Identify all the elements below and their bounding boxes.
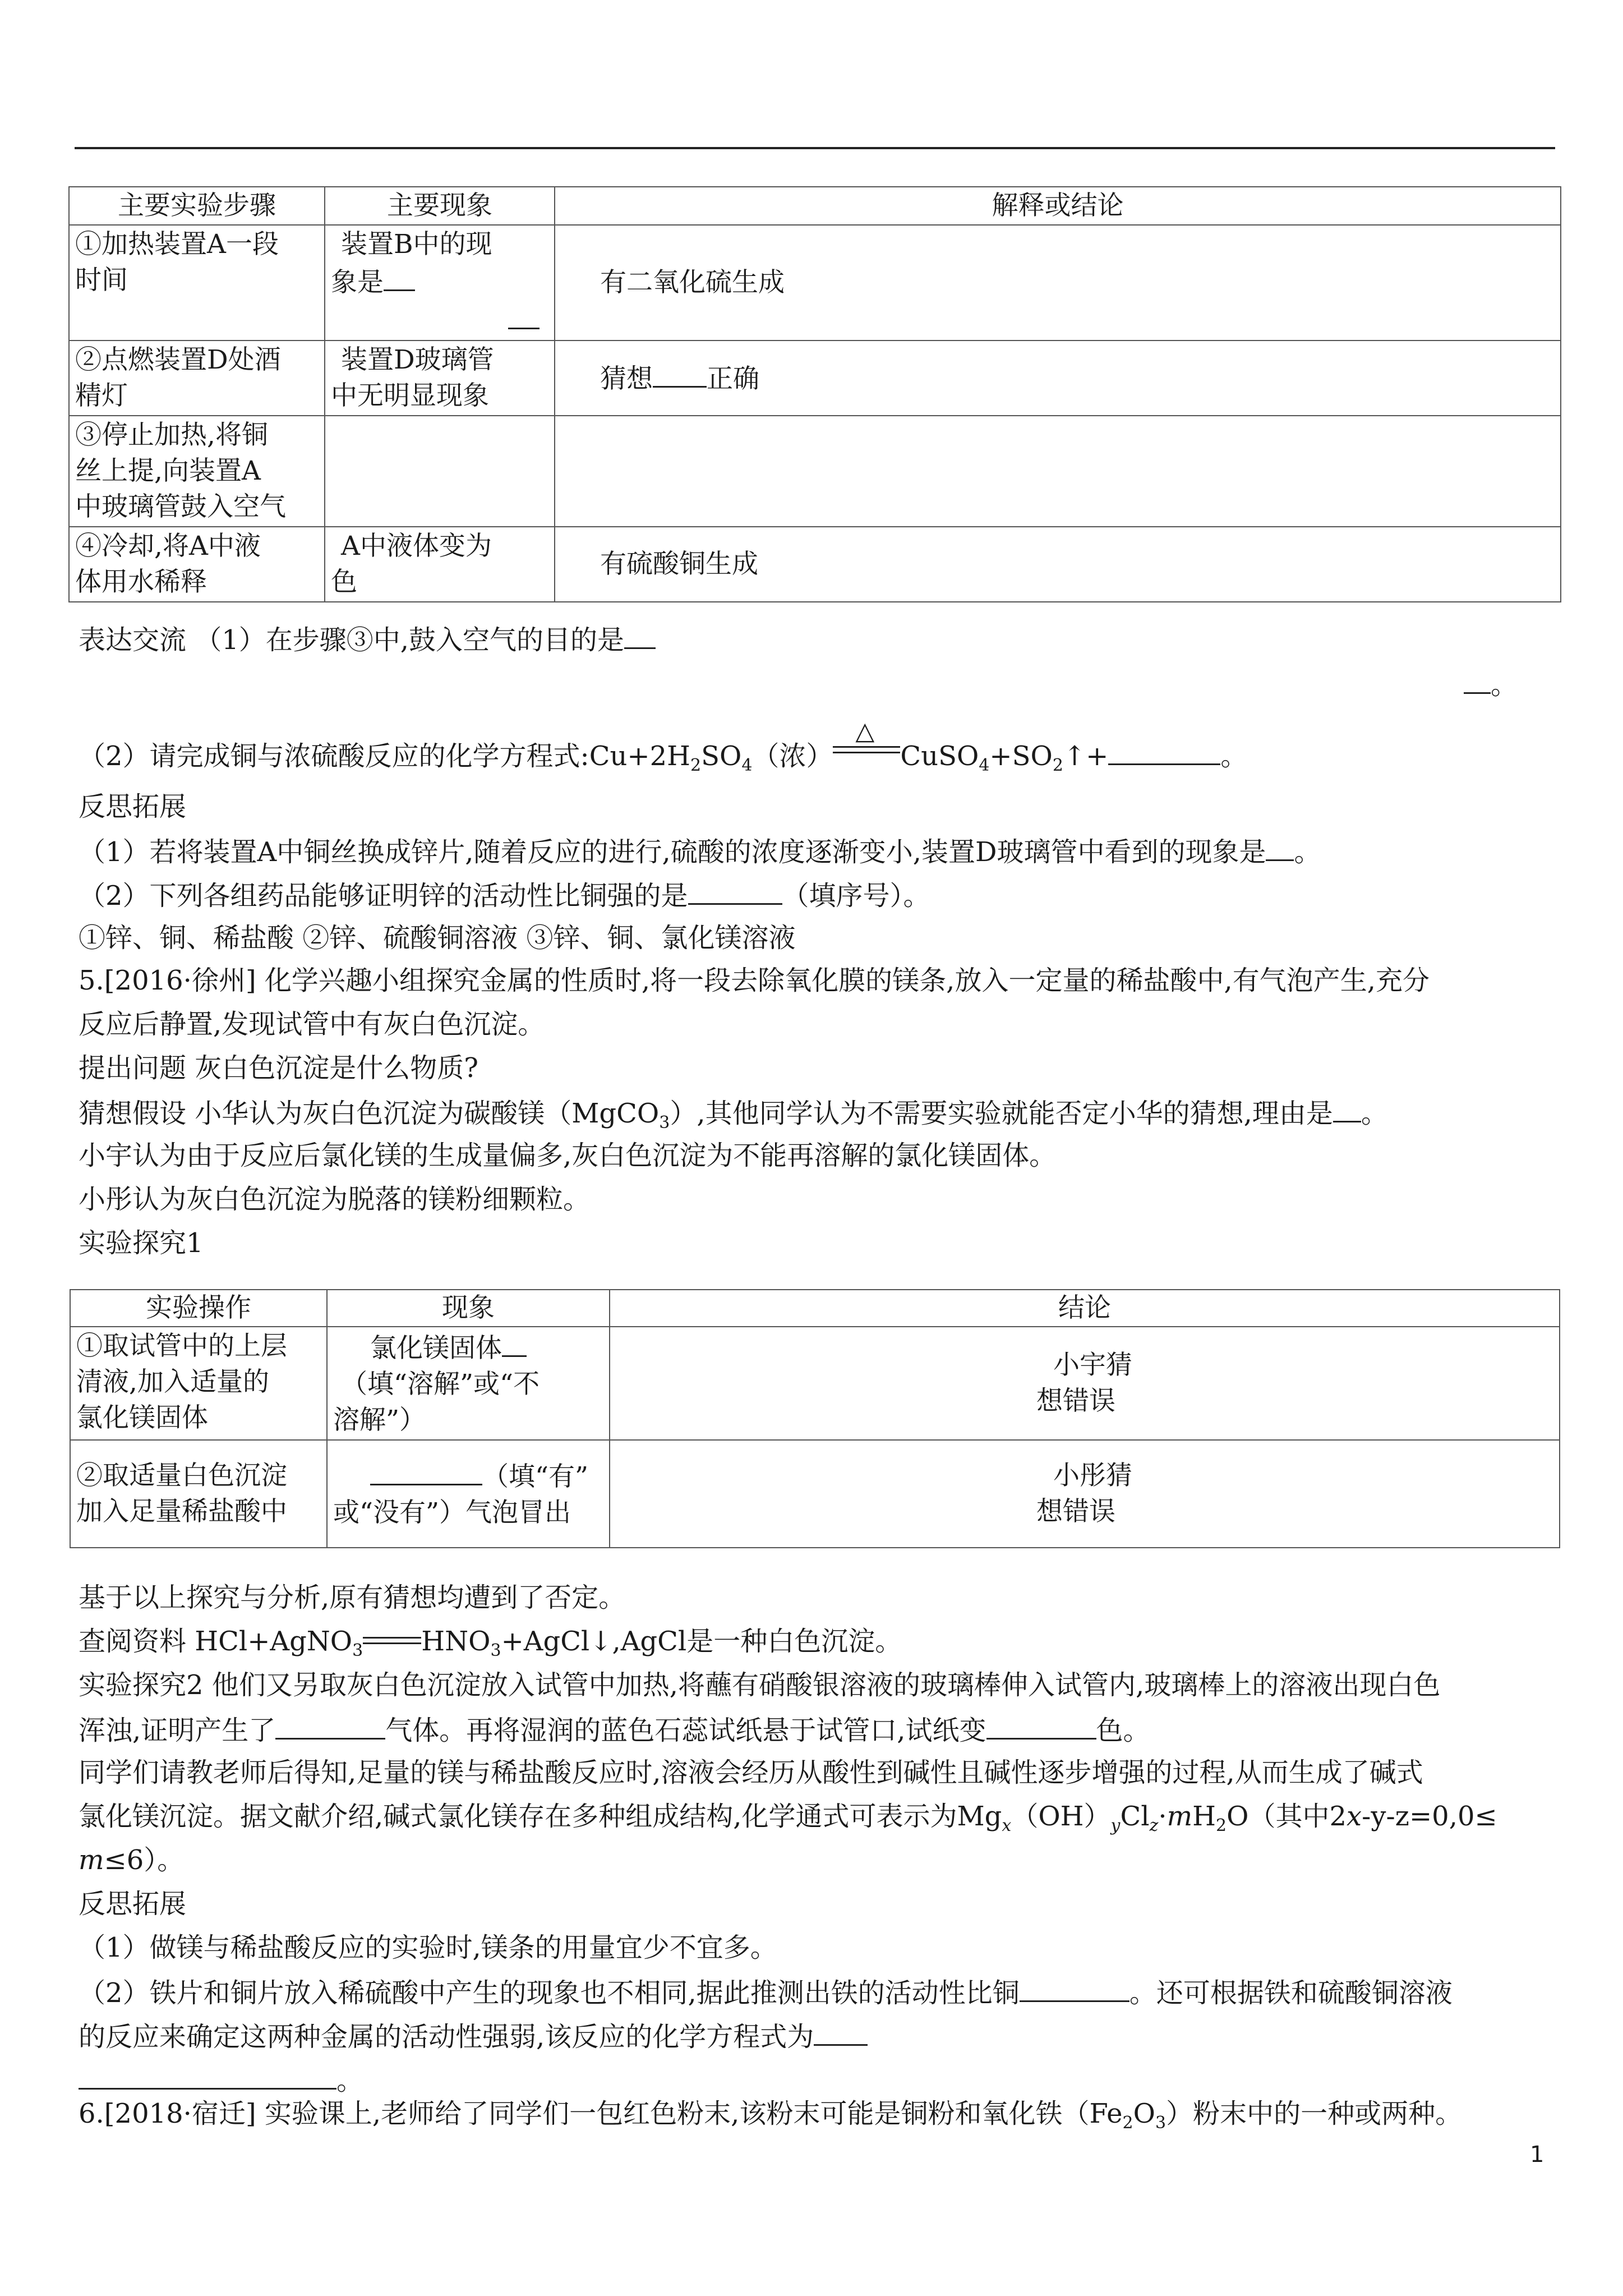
table1-row-4 <box>69 527 1561 602</box>
header-rule <box>75 147 1555 149</box>
text-line: （2）下列各组药品能够证明锌的活动性比铜强的是 （填序号）。 <box>79 876 930 914</box>
text-line: 猜想假设 小华认为灰白色沉淀为碳酸镁（MgCO$_3$）,其他同学认为不需要实验就能否定小华的猜想,理由是 。 <box>79 1094 1388 1131</box>
text-line: m≤6）。 <box>79 1844 185 1876</box>
section-heading: 反思拓展 <box>79 791 187 822</box>
table2-header-phenomenon: 现象 <box>327 1290 610 1327</box>
table1-row-2 <box>69 341 1561 416</box>
text-line: 。 <box>79 2061 363 2099</box>
blank-field[interactable] <box>384 263 415 291</box>
blank-field[interactable] <box>79 2061 336 2090</box>
table2-row-1 <box>70 1327 1560 1440</box>
table2-header-conclusion: 结论 <box>610 1290 1560 1327</box>
table1-cell-observation <box>325 416 555 527</box>
text-line: ①锌、铜、稀盐酸 ②锌、硫酸铜溶液 ③锌、铜、氯化镁溶液 <box>79 922 796 954</box>
page-number: 1 <box>1530 2142 1544 2168</box>
text-line: 表达交流 （1）在步骤③中,鼓入空气的目的是 <box>79 620 656 658</box>
table1-cell-conclusion <box>555 416 1561 527</box>
question-5-intro: 5.[2016·徐州] 化学兴趣小组探究金属的性质时,将一段去除氧化膜的镁条,放入一定量的稀盐酸中,有气泡产生,充分 <box>79 965 1430 996</box>
text-line: 提出问题 灰白色沉淀是什么物质? <box>79 1052 478 1084</box>
table2-cell-phenomenon: 氯化镁固体 （填“溶解”或“不 溶解”） <box>327 1327 610 1440</box>
table1-header-conclusion: 解释或结论 <box>555 187 1561 225</box>
table2-row-2 <box>70 1440 1560 1548</box>
table1-row-1 <box>69 225 1561 341</box>
chemical-equation-line: （2）请完成铜与浓硫酸反应的化学方程式$:Cu+2H_2SO_4$（浓） △ $CuSO_4+SO_2↑+$ 。 <box>79 717 1248 775</box>
table1-cell-conclusion: 有二氧化硫生成 <box>555 225 1561 341</box>
text-line: （1）若将装置A中铜丝换成锌片,随着反应的进行,硫酸的浓度逐渐变小,装置D玻璃管中看到的现象是 。 <box>79 832 1321 870</box>
blank-field[interactable] <box>275 1711 385 1740</box>
table1-cell-conclusion: 有硫酸铜生成 <box>555 527 1561 602</box>
table1-row-3 <box>69 416 1561 527</box>
blank-field[interactable] <box>624 620 656 649</box>
text-line: 小宇认为由于反应后氯化镁的生成量偏多,灰白色沉淀为不能再溶解的氯化镁固体。 <box>79 1140 1057 1171</box>
text-line: 。 <box>1464 665 1518 703</box>
equals-sign <box>363 1630 421 1653</box>
experiment-table-1 <box>68 186 1561 602</box>
section-heading: 反思拓展 <box>79 1888 187 1920</box>
text-line: 同学们请教老师后得知,足量的镁与稀盐酸反应时,溶液会经历从酸性到碱性且碱性逐步增强的过程,从而生成了碱式 <box>79 1757 1423 1788</box>
table1-cell-observation: A中液体变为 色 <box>325 527 555 602</box>
table1-cell-step: ②点燃装置D处酒 精灯 <box>69 341 325 416</box>
text-line: 小彤认为灰白色沉淀为脱落的镁粉细颗粒。 <box>79 1184 591 1215</box>
blank-field[interactable] <box>814 2017 868 2046</box>
table1-cell-step: ③停止加热,将铜 丝上提,向装置A 中玻璃管鼓入空气 <box>69 416 325 527</box>
blank-field[interactable] <box>370 1457 482 1485</box>
table1-cell-step: ④冷却,将A中液 体用水稀释 <box>69 527 325 602</box>
experiment-table-2 <box>70 1289 1560 1548</box>
blank-field[interactable] <box>1464 665 1491 694</box>
table1-header-phenomena: 主要现象 <box>325 187 555 225</box>
blank-field[interactable] <box>1108 737 1220 765</box>
section-heading: 实验探究1 <box>79 1227 204 1259</box>
blank-field[interactable] <box>986 1711 1096 1740</box>
table2-cell-conclusion: 小宇猜 想错误 <box>610 1327 1560 1440</box>
table1-cell-observation: 装置B中的现 象是 <box>325 225 555 341</box>
blank-field[interactable] <box>1266 832 1294 861</box>
table2-cell-conclusion: 小彤猜 想错误 <box>610 1440 1560 1548</box>
blank-field[interactable] <box>502 1328 527 1357</box>
text-line: 查阅资料 HCl+AgNO$_3$ $HNO_3+AgCl↓,AgCl$是一种白色沉淀。 <box>79 1626 902 1660</box>
table1-cell-observation: 装置D玻璃管 中无明显现象 <box>325 341 555 416</box>
text-line: （2）铁片和铜片放入稀硫酸中产生的现象也不相同,据此推测出铁的活动性比铜 。还可根据铁和硫酸铜溶液 <box>79 1973 1453 2011</box>
table1-cell-conclusion: 猜想 正确 <box>555 341 1561 416</box>
table2-cell-operation: ②取适量白色沉淀 加入足量稀盐酸中 <box>70 1440 327 1548</box>
text-line: 反应后静置,发现试管中有灰白色沉淀。 <box>79 1009 545 1040</box>
text-line: 氯化镁沉淀。据文献介绍,碱式氯化镁存在多种组成结构,化学通式可表示为$Mg_x(OH)_yCl_z\cdot mH_2O$（其中2x-y-z=0,0≤ <box>79 1801 1497 1835</box>
blank-field[interactable] <box>653 359 707 388</box>
table2-cell-phenomenon: （填“有” 或“没有”）气泡冒出 <box>327 1440 610 1548</box>
blank-field[interactable] <box>508 301 540 329</box>
table1-header-steps: 主要实验步骤 <box>69 187 325 225</box>
text-line: （1）做镁与稀盐酸反应的实验时,镁条的用量宜少不宜多。 <box>79 1932 777 1963</box>
table2-header-operation: 实验操作 <box>70 1290 327 1327</box>
text-line: 的反应来确定这两种金属的活动性强弱,该反应的化学方程式为 <box>79 2017 868 2055</box>
blank-field[interactable] <box>1333 1094 1361 1122</box>
blank-field[interactable] <box>1020 1973 1129 2002</box>
text-line: 基于以上探究与分析,原有猜想均遭到了否定。 <box>79 1582 626 1613</box>
blank-field[interactable] <box>688 876 782 905</box>
question-6-intro: 6.[2018·宿迁] 实验课上,老师给了同学们一包红色粉末,该粉末可能是铜粉和氧化铁$(Fe_2O_3)$粉末中的一种或两种。 <box>79 2098 1463 2133</box>
table2-cell-operation: ①取试管中的上层 清液,加入适量的 氯化镁固体 <box>70 1327 327 1440</box>
text-line: 浑浊,证明产生了 气体。再将湿润的蓝色石蕊试纸悬于试管口,试纸变 色。 <box>79 1711 1150 1749</box>
text-line: 实验探究2 他们又另取灰白色沉淀放入试管中加热,将蘸有硝酸银溶液的玻璃棒伸入试管内,玻璃棒上的溶液出现白色 <box>79 1669 1441 1701</box>
table1-cell-step: ①加热装置A一段 时间 <box>69 225 325 341</box>
heat-equals-sign: △ <box>833 735 900 769</box>
